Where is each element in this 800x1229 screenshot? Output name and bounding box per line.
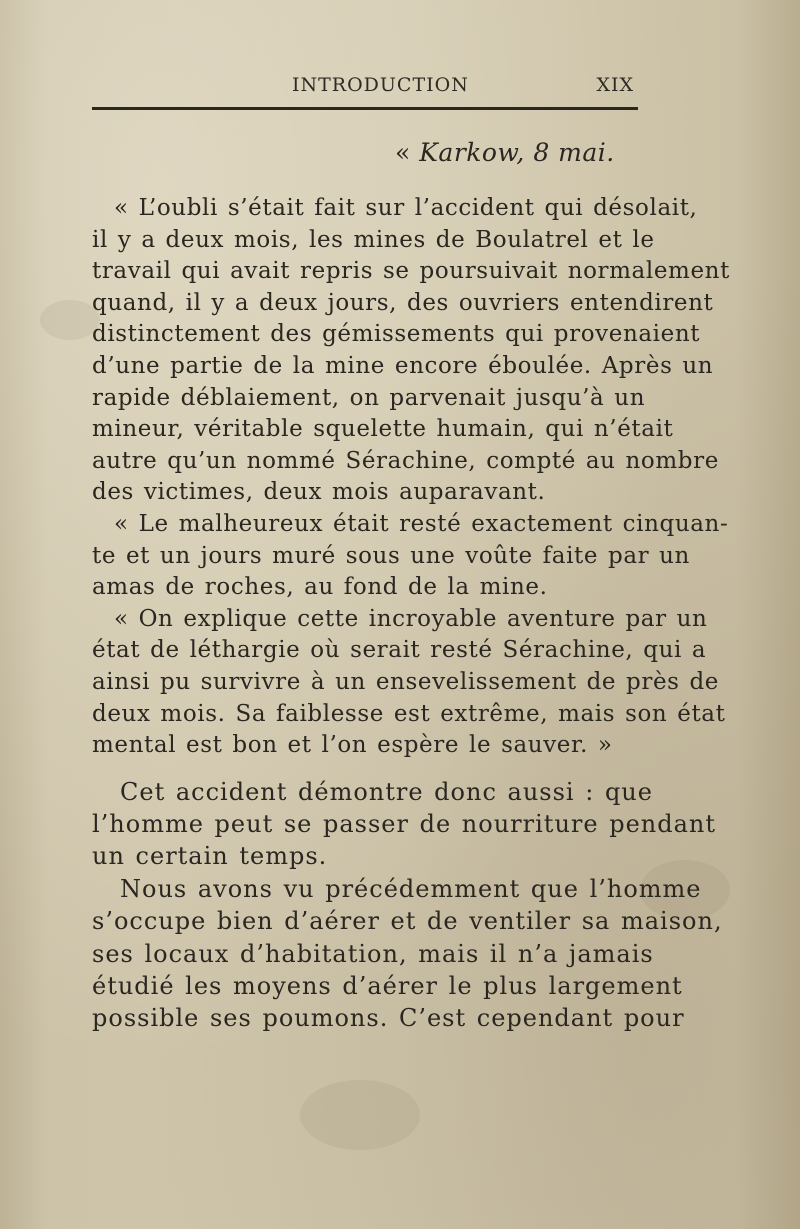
text-line: ainsi pu survivre à un ensevelissement de près de bbox=[92, 668, 720, 695]
text-line: deux mois. Sa faiblesse est extrême, mais son état bbox=[92, 700, 726, 727]
text-line: quand, il y a deux jours, des ouvriers entendirent bbox=[92, 289, 714, 316]
text-line: Cet accident démontre donc aussi : que bbox=[120, 777, 653, 806]
text-line: un certain temps. bbox=[92, 842, 328, 871]
text-line: rapide déblaiement, on parvenait jusqu’à un bbox=[92, 384, 646, 411]
text-line: ses locaux d’habitation, mais il n’a jamais bbox=[92, 939, 654, 968]
text-line: état de léthargie où serait resté Sérachine, qui a bbox=[92, 637, 707, 664]
text-line: possible ses poumons. C’est cependant pour bbox=[92, 1004, 685, 1033]
text-line: l’homme peut se passer de nourriture pendant bbox=[92, 810, 716, 839]
paper-stain bbox=[300, 1080, 420, 1150]
text-line: « L’oubli s’était fait sur l’accident qui désolait, bbox=[114, 195, 698, 221]
text-line: Nous avons vu précédemment que l’homme bbox=[120, 874, 702, 903]
running-title: INTRODUCTION bbox=[292, 74, 469, 96]
dateline-date: 8 mai. bbox=[524, 138, 615, 167]
text-line: « On explique cette incroyable aventure par un bbox=[114, 605, 708, 632]
text-line: s’occupe bien d’aérer et de ventiler sa maison, bbox=[92, 907, 723, 936]
dateline-quote: « bbox=[395, 138, 420, 167]
body-text bbox=[92, 193, 730, 1035]
text-line: des victimes, deux mois auparavant. bbox=[92, 479, 546, 506]
text-line: « Le malheureux était resté exactement cinquan- bbox=[114, 510, 729, 537]
text-line: mental est bon et l’on espère le sauver. » bbox=[92, 732, 613, 759]
header-rule bbox=[92, 107, 638, 110]
text-line: travail qui avait repris se poursuivait normalement bbox=[92, 258, 730, 285]
page-header bbox=[92, 72, 638, 102]
text-line: mineur, véritable squelette humain, qui n’était bbox=[92, 416, 674, 443]
text-line: il y a deux mois, les mines de Boulatrel et le bbox=[92, 226, 655, 253]
text-line: distinctement des gémissements qui provenaient bbox=[92, 321, 701, 348]
paper-stain bbox=[40, 300, 100, 340]
dateline bbox=[395, 138, 615, 167]
text-line: d’une partie de la mine encore éboulée. Après un bbox=[92, 352, 714, 379]
text-line: étudié les moyens d’aérer le plus largement bbox=[92, 972, 683, 1001]
page-number: XIX bbox=[596, 74, 634, 96]
dateline-place: Karkow, bbox=[419, 138, 525, 167]
text-line: autre qu’un nommé Sérachine, compté au nombre bbox=[92, 447, 719, 474]
text-line: te et un jours muré sous une voûte faite par un bbox=[92, 542, 690, 569]
text-line: amas de roches, au fond de la mine. bbox=[92, 574, 548, 601]
